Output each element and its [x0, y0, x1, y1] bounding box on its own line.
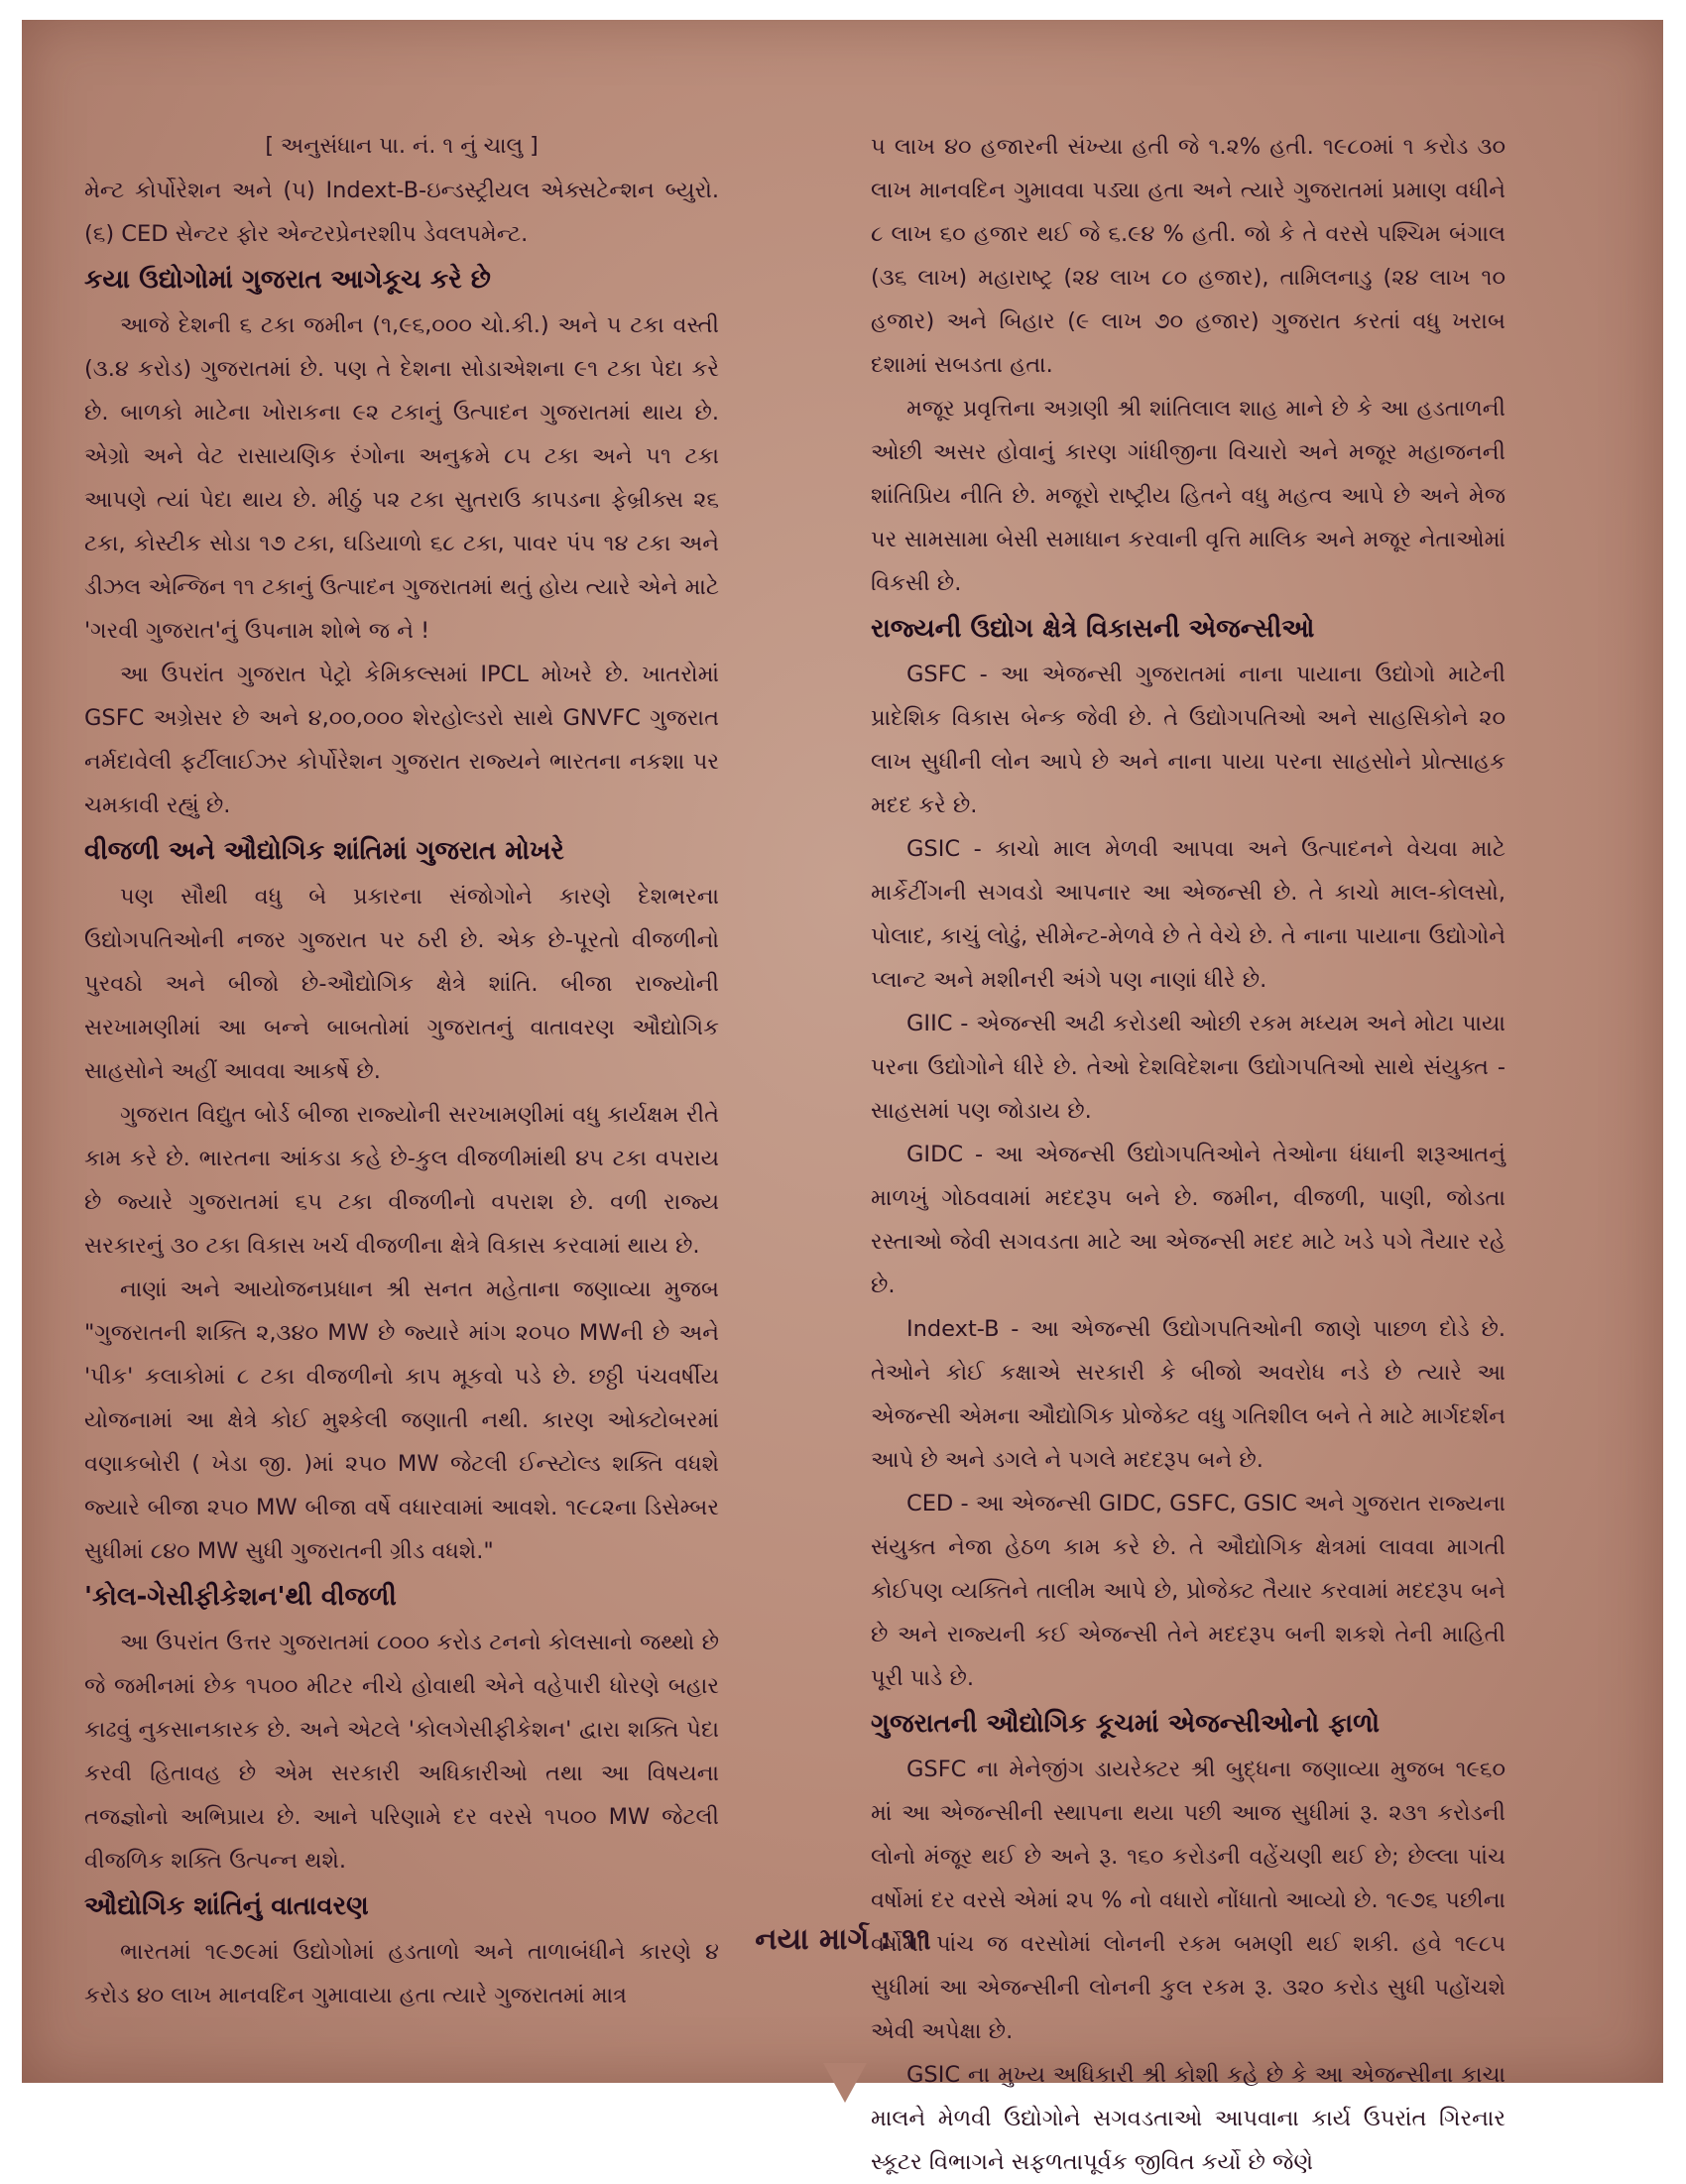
paragraph: GSIC ના મુખ્ય અધિકારી શ્રી કોશી કહે છે કે આ એજન્સીના કાચા માલને મેળવી ઉદ્યોગોને સગવડતાઓ આપવાના કાર્ય ઉપરાંત ગિરનાર સ્કૂટર વિભાગને સફળતાપૂર્વક જીવિત કર્યો છે જેણે — [871, 2062, 1505, 2175]
paragraph-gidc: GIDC - આ એજન્સી ઉદ્યોગપતિઓને તેઓના ધંધાની શરૂઆતનું માળખું ગોઠવવામાં મદદરૂપ બને છે. જમીન, વીજળી, પાણી, જોડતા રસ્તાઓ જેવી સગવડતા માટે આ એજન્સી મદદ માટે ખડે પગે તૈયાર રહે છે. — [871, 1142, 1505, 1298]
paragraph: આ ઉપરાંત ઉત્તર ગુજરાતમાં ૮૦૦૦ કરોડ ટનનો કોલસાનો જથ્થો છે જે જમીનમાં છેક ૧૫૦૦ મીટર નીચે હોવાથી એને વહેપારી ધોરણે બહાર કાઢવું નુકસાનકારક છે. અને એટલે 'કોલગેસીફીકેશન' દ્વારા શક્તિ પેદા કરવી હિતાવહ છે એમ સરકારી અધિકારીઓ તથા આ વિષયના તજજ્ઞોનો અભિપ્રાય છે. આને પરિણામે દર વરસે ૧૫૦૦ MW જેટલી વીજળિક શક્તિ ઉત્પન્ન થશે. — [84, 1630, 719, 1874]
section-heading-industries: કયા ઉદ્યોગોમાં ગુજરાત આગેકૂચ કરે છે — [84, 265, 491, 295]
paragraph-ced: CED - આ એજન્સી GIDC, GSFC, GSIC અને ગુજરાત રાજ્યના સંયુક્ત નેજા હેઠળ કામ કરે છે. તે ઔદ્યોગિક ક્ષેત્રમાં લાવવા માગતી કોઈપણ વ્યક્તિને તાલીમ આપે છે, પ્રોજેક્ટ તૈયાર કરવામાં મદદરૂપ બને છે અને રાજ્યની કઈ એજન્સી તેને મદદરૂપ બની શકશે તેની માહિતી પૂરી પાડે છે. — [871, 1491, 1505, 1691]
paragraph: પણ સૌથી વધુ બે પ્રકારના સંજોગોને કારણે દેશભરના ઉદ્યોગપતિઓની નજર ગુજરાત પર ઠરી છે. એક છે-પૂરતો વીજળીનો પુરવઠો અને બીજો છે-ઔદ્યોગિક ક્ષેત્રે શાંતિ. બીજા રાજ્યોની સરખામણીમાં આ બન્ને બાબતોમાં ગુજરાતનું વાતાવરણ ઔદ્યોગિક સાહસોને અહીં આવવા આકર્ષે છે. — [84, 884, 719, 1084]
page-tear — [823, 2063, 867, 2103]
paragraph-gsfc: GSFC - આ એજન્સી ગુજરાતમાં નાના પાયાના ઉદ્યોગો માટેની પ્રાદેશિક વિકાસ બેન્ક જેવી છે. તે ઉદ્યોગપતિઓ અને સાહસિકોને ૨૦ લાખ સુધીની લોન આપે છે અને નાના પાયા પરના સાહસોને પ્રોત્સાહક મદદ કરે છે. — [871, 662, 1505, 818]
paragraph-gsic: GSIC - કાચો માલ મેળવી આપવા અને ઉત્પાદનને વેચવા માટે માર્કેટીંગની સગવડો આપનાર આ એજન્સી છે. તે કાચો માલ-કોલસો, પોલાદ, કાચું લોઢું, સીમેન્ટ-મેળવે છે તે વેચે છે. તે નાના પાયાના ઉદ્યોગોને પ્લાન્ટ અને મશીનરી અંગે પણ નાણાં ધીરે છે. — [871, 836, 1505, 993]
paragraph: ગુજરાત વિદ્યુત બોર્ડ બીજા રાજ્યોની સરખામણીમાં વધુ કાર્યક્ષમ રીતે કામ કરે છે. ભારતના આંકડા કહે છે-કુલ વીજળીમાંથી ૪૫ ટકા વપરાય છે જ્યારે ગુજરાતમાં ૬૫ ટકા વીજળીનો વપરાશ છે. વળી રાજ્ય સરકારનું ૩૦ ટકા વિકાસ ખર્ચ વીજળીના ક્ષેત્રે વિકાસ કરવામાં થાય છે. — [84, 1102, 719, 1259]
paragraph: ભારતમાં ૧૯૭૯માં ઉદ્યોગોમાં હડતાળો અને તાળાબંધીને કારણે ૪ કરોડ ૪૦ લાખ માનવદિન ગુમાવાયા હતા ત્યારે ગુજરાતમાં માત્ર — [84, 1939, 719, 2008]
intro-paragraph: મેન્ટ કોર્પોરેશન અને (૫) Indext-B-ઇન્ડસ્ટ્રીયલ એક્સટેન્શન બ્યુરો. (૬) CED સેન્ટર ફોર એન્ટરપ્રેનરશીપ ડેવલપમેન્ટ. — [84, 178, 719, 247]
section-heading-coal-gasification: 'કોલ-ગેસીફીકેશન'થી વીજળી — [84, 1582, 397, 1612]
paragraph: GSFC ના મેનેજીંગ ડાયરેક્ટર શ્રી બુદ્ધના જણાવ્યા મુજબ ૧૯૬૦ માં આ એજન્સીની સ્થાપના થયા પછી આજ સુધીમાં રૂ. ૨૩૧ કરોડની લોનો મંજૂર થઈ છે અને રૂ. ૧૬૦ કરોડની વહેંચણી થઈ છે; છેલ્લા પાંચ વર્ષોમાં દર વરસે એમાં ૨૫ % નો વધારો નોંધાતો આવ્યો છે. ૧૯૭૬ પછીના વર્ષોમાં પાંચ જ વરસોમાં લોનની રકમ બમણી થઈ શકી. હવે ૧૯૮૫ સુધીમાં આ એજન્સીની લોનની કુલ રકમ રૂ. ૩૨૦ કરોડ સુધી પહોંચશે એવી અપેક્ષા છે. — [871, 1757, 1505, 2044]
section-heading-agencies: રાજ્યની ઉદ્યોગ ક્ષેત્રે વિકાસની એજન્સીઓ — [871, 614, 1315, 644]
section-heading-electricity: વીજળી અને ઔદ્યોગિક શાંતિમાં ગુજરાત મોખરે — [84, 836, 564, 866]
left-column — [84, 125, 719, 2017]
paragraph: મજૂર પ્રવૃત્તિના અગ્રણી શ્રી શાંતિલાલ શાહ માને છે કે આ હડતાળની ઓછી અસર હોવાનું કારણ ગાંધીજીના વિચારો અને મજૂર મહાજનની શાંતિપ્રિય નીતિ છે. મજૂરો રાષ્ટ્રીય હિતને વધુ મહત્વ આપે છે અને મેજ પર સામસામા બેસી સમાધાન કરવાની વૃત્તિ માલિક અને મજૂર નેતાઓમાં વિકસી છે. — [871, 396, 1505, 596]
paragraph: આજે દેશની ૬ ટકા જમીન (૧,૯૬,૦૦૦ ચો.કી.) અને ૫ ટકા વસ્તી (૩.૪ કરોડ) ગુજરાતમાં છે. પણ તે દેશના સોડાએશના ૯૧ ટકા પેદા કરે છે. બાળકો માટેના ખોરાકના ૯૨ ટકાનું ઉત્પાદન ગુજરાતમાં થાય છે. એગ્રો અને વેટ રાસાયણિક રંગોના અનુક્રમે ૮૫ ટકા અને ૫૧ ટકા આપણે ત્યાં પેદા થાય છે. મીઠું ૫૨ ટકા સુતરાઉ કાપડના ફેબ્રીક્સ ૨૬ ટકા, કોસ્ટીક સોડા ૧૭ ટકા, ઘડિયાળો ૬૮ ટકા, પાવર પંપ ૧૪ ટકા અને ડીઝલ એન્જિન ૧૧ ટકાનું ઉત્પાદન ગુજરાતમાં થતું હોય ત્યારે એને માટે 'ગરવી ગુજરાત'નું ઉપનામ શોભે જ ને ! — [84, 312, 719, 644]
paragraph-indext-b: Indext-B - આ એજન્સી ઉદ્યોગપતિઓની જાણે પાછળ દોડે છે. તેઓને કોઈ કક્ષાએ સરકારી કે બીજો અવરોધ નડે છે ત્યારે આ એજન્સી એમના ઔદ્યોગિક પ્રોજેક્ટ વધુ ગતિશીલ બને તે માટે માર્ગદર્શન આપે છે અને ડગલે ને પગલે મદદરૂપ બને છે. — [871, 1316, 1505, 1473]
right-column — [871, 125, 1505, 2184]
paragraph: નાણાં અને આયોજનપ્રધાન શ્રી સનત મહેતાના જણાવ્યા મુજબ "ગુજરાતની શક્તિ ૨,૩૪૦ MW છે જ્યારે માંગ ૨૦૫૦ MWની છે અને 'પીક' કલાકોમાં ૮ ટકા વીજળીનો કાપ મૂકવો પડે છે. છઠ્ઠી પંચવર્ષીય યોજનામાં આ ક્ષેત્રે કોઈ મુશ્કેલી જણાતી નથી. કારણ ઓક્ટોબરમાં વણાકબોરી ( ખેડા જી. )માં ૨૫૦ MW જેટલી ઈન્સ્ટોલ્ડ શક્તિ વધશે જ્યારે બીજા ૨૫૦ MW બીજા વર્ષે વધારવામાં આવશે. ૧૯૮૨ના ડિસેમ્બર સુધીમાં ૮૪૦ MW સુધી ગુજરાતની ગ્રીડ વધશે." — [84, 1276, 719, 1564]
page-footer: નયા માર્ગ : ૧૧ — [755, 1922, 931, 1957]
paragraph: ૫ લાખ ૪૦ હજારની સંખ્યા હતી જે ૧.૨% હતી. ૧૯૮૦માં ૧ કરોડ ૩૦ લાખ માનવદિન ગુમાવવા પડ્યા હતા અને ત્યારે ગુજરાતમાં પ્રમાણ વધીને ૮ લાખ ૬૦ હજાર થઈ જે ૬.૯૪ % હતી. જો કે તે વરસે પશ્ચિમ બંગાલ (૩૬ લાખ) મહારાષ્ટ્ર (૨૪ લાખ ૮૦ હજાર), તામિલનાડુ (૨૪ લાખ ૧૦ હજાર) અને બિહાર (૯ લાખ ૭૦ હજાર) ગુજરાત કરતાં વધુ ખરાબ દશામાં સબડતા હતા. — [871, 134, 1505, 378]
section-heading-agency-contribution: ગુજરાતની ઔદ્યોગિક કૂચમાં એજન્સીઓનો ફાળો — [871, 1709, 1380, 1739]
paragraph-giic: GIIC - એજન્સી અઢી કરોડથી ઓછી રકમ મધ્યમ અને મોટા પાયા પરના ઉદ્યોગોને ધીરે છે. તેઓ દેશવિદેશના ઉદ્યોગપતિઓ સાથે સંયુક્ત - સાહસમાં પણ જોડાય છે. — [871, 1011, 1505, 1124]
section-heading-industrial-peace: ઔદ્યોગિક શાંતિનું વાતાવરણ — [84, 1891, 369, 1921]
continuation-note: [ અનુસંધાન પા. નં. ૧ નું ચાલુ ] — [265, 134, 539, 159]
paragraph: આ ઉપરાંત ગુજરાત પેટ્રો કેમિકલ્સમાં IPCL મોખરે છે. ખાતરોમાં GSFC અગ્રેસર છે અને ૪,૦૦,૦૦૦ શેરહોલ્ડરો સાથે GNVFC ગુજરાત નર્મદાવેલી ફર્ટીલાઈઝર કોર્પોરેશન ગુજરાત રાજ્યને ભારતના નકશા પર ચમકાવી રહ્યું છે. — [84, 662, 719, 818]
